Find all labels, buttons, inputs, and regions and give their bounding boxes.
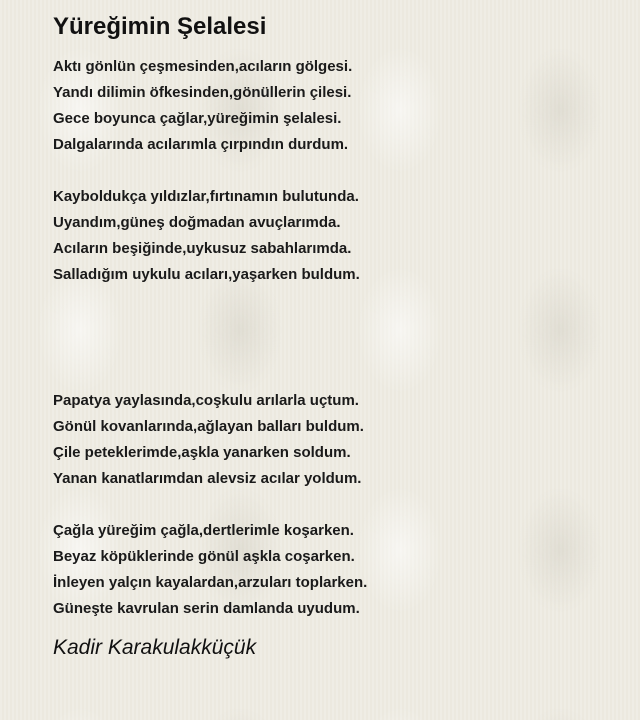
poem-line: Papatya yaylasında,coşkulu arılarla uçtum. xyxy=(53,392,359,409)
stanza-3 xyxy=(53,388,613,492)
stanza-2 xyxy=(53,184,613,288)
poem-line: Salladığım uykulu acıları,yaşarken buldum. xyxy=(53,266,360,283)
poem-line: Acıların beşiğinde,uykusuz sabahlarımda. xyxy=(53,240,352,257)
poem-line: Uyandım,güneş doğmadan avuçlarımda. xyxy=(53,214,341,231)
stanza-1 xyxy=(53,54,613,158)
poem-line: Gece boyunca çağlar,yüreğimin şelalesi. xyxy=(53,110,342,127)
poem-line: Beyaz köpüklerinde gönül aşkla coşarken. xyxy=(53,548,355,565)
poem-line: Aktı gönlün çeşmesinden,acıların gölgesi. xyxy=(53,58,353,75)
poem-line: Yanan kanatlarımdan alevsiz acılar yoldum. xyxy=(53,470,362,487)
poem-line: Kayboldukça yıldızlar,fırtınamın bulutunda. xyxy=(53,188,359,205)
poem-container xyxy=(53,12,613,662)
poem-title: Yüreğimin Şelalesi xyxy=(53,13,267,40)
poem-line: İnleyen yalçın kayalardan,arzuları toplarken. xyxy=(53,574,368,591)
stanza-4 xyxy=(53,518,613,622)
poem-author[interactable]: Kadir Karakulakküçük xyxy=(53,636,257,659)
poem-line: Gönül kovanlarında,ağlayan balları buldum. xyxy=(53,418,364,435)
stanza-spacer xyxy=(53,492,613,518)
poem-line: Yandı dilimin öfkesinden,gönüllerin çilesi. xyxy=(53,84,352,101)
poem-line: Güneşte kavrulan serin damlanda uyudum. xyxy=(53,600,360,617)
poem-line: Dalgalarında acılarımla çırpındın durdum. xyxy=(53,136,349,153)
stanza-spacer-large xyxy=(53,288,613,388)
poem-line: Çile peteklerimde,aşkla yanarken soldum. xyxy=(53,444,351,461)
poem-line: Çağla yüreğim çağla,dertlerimle koşarken. xyxy=(53,522,354,539)
stanza-spacer xyxy=(53,158,613,184)
